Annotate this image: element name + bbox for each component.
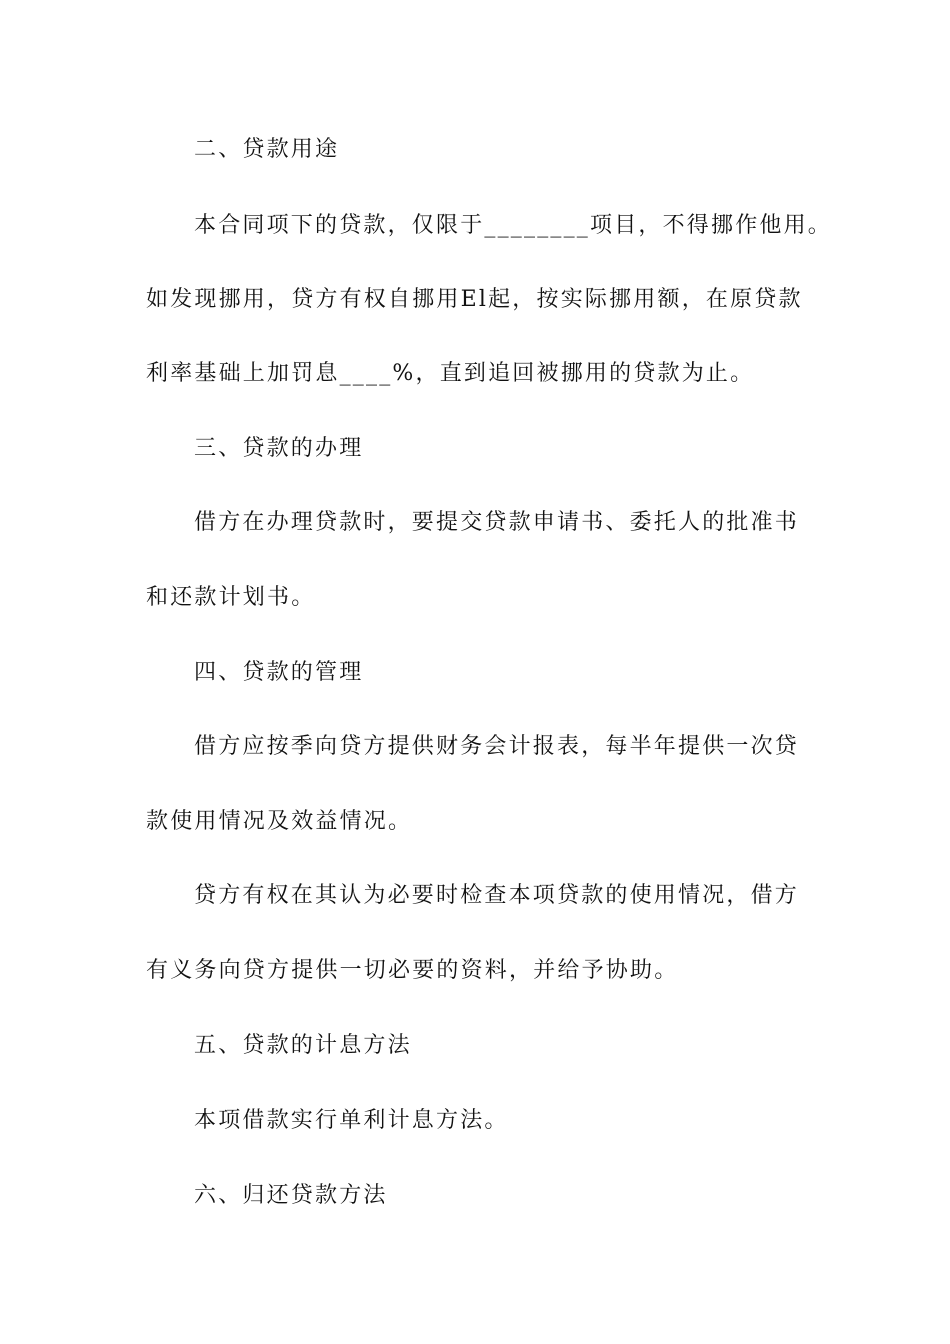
paragraph-line: 本合同项下的贷款，仅限于________项目，不得挪作他用。	[194, 213, 833, 238]
paragraph-line: 款使用情况及效益情况。	[146, 809, 413, 834]
section-heading-interest-method: 五、贷款的计息方法	[194, 1033, 412, 1058]
section-heading-repayment-method: 六、归还贷款方法	[194, 1183, 388, 1208]
paragraph-line: 本项借款实行单利计息方法。	[194, 1108, 509, 1133]
section-heading-loan-purpose: 二、贷款用途	[194, 137, 340, 162]
paragraph-line: 贷方有权在其认为必要时检查本项贷款的使用情况，借方	[194, 883, 800, 908]
paragraph-line: 如发现挪用，贷方有权自挪用El起，按实际挪用额，在原贷款	[146, 287, 803, 312]
paragraph-line: 借方应按季向贷方提供财务会计报表，每半年提供一次贷	[194, 734, 800, 759]
paragraph-line: 借方在办理贷款时，要提交贷款申请书、委托人的批准书	[194, 510, 800, 535]
paragraph-line: 有义务向贷方提供一切必要的资料，并给予协助。	[146, 958, 679, 983]
paragraph-line: 和还款计划书。	[146, 585, 316, 610]
section-heading-loan-processing: 三、贷款的办理	[194, 436, 364, 461]
paragraph-line: 利率基础上加罚息____%，直到追回被挪用的贷款为止。	[146, 361, 755, 386]
section-heading-loan-management: 四、贷款的管理	[194, 660, 364, 685]
